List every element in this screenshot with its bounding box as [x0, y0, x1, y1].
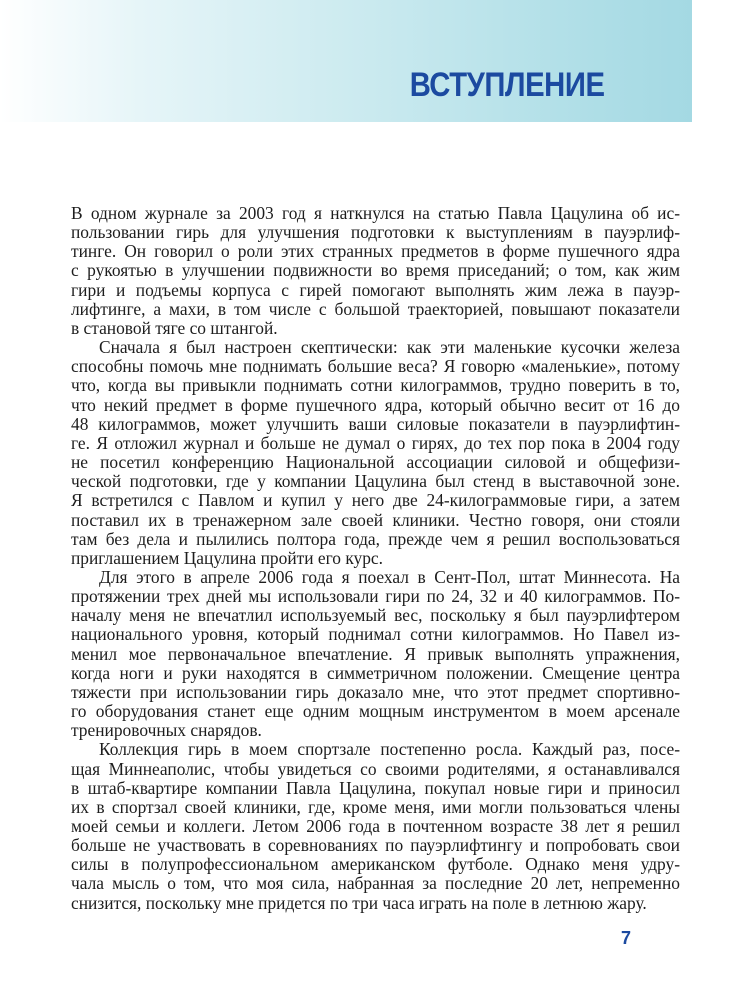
paragraph	[71, 338, 680, 568]
text-line: национального уровня, который поднимал сотни килограммов. Но Павел из-	[71, 624, 680, 645]
text-line: Я встретился с Павлом и купил у него две 24-килограммовые гири, а затем	[71, 490, 680, 511]
text-line: когда ноги и руки находятся в симметричном положении. Смещение центра	[71, 662, 680, 683]
text-line: их в спортзал своей клиники, где, кроме меня, ими могли пользоваться члены	[71, 796, 680, 817]
text-line: Сначала я был настроен скептически: как эти маленькие кусочки железа	[99, 337, 680, 358]
text-line: в становой тяге со штангой.	[71, 317, 278, 338]
text-line: тяжести при использовании гирь доказало мне, что этот предмет спортивно-	[71, 681, 680, 702]
text-line: ге. Я отложил журнал и больше не думал о гирях, до тех пор пока в 2004 году	[71, 432, 680, 453]
text-line: чала мысль о том, что моя сила, набранная за последние 20 лет, непременно	[71, 873, 680, 894]
text-line: больше не участвовать в соревнованиях по пауэрлифтингу и попробовать свои	[71, 835, 680, 856]
text-line: там без дела и пылились полтора года, прежде чем я решил воспользоваться	[71, 528, 680, 549]
text-line: пользовании гирь для улучшения подготовки к выступлениям в пауэрлиф-	[71, 222, 680, 243]
text-line: поставил их в тренажерном зале своей клиники. Честно говоря, они стояли	[71, 509, 680, 530]
text-line: не посетил конференцию Национальной ассоциации силовой и общефизи-	[71, 452, 680, 473]
paragraph	[71, 568, 680, 740]
chapter-title: ВСТУПЛЕНИЕ	[410, 66, 605, 104]
text-line: Для этого в апреле 2006 года я поехал в Сент-Пол, штат Миннесота. На	[99, 566, 680, 587]
text-line: лифтинге, а махи, в том числе с большой траекторией, повышают показатели	[71, 298, 680, 319]
text-line: го оборудования станет еще одним мощным инструментом в моем арсенале	[71, 701, 680, 722]
text-line: В одном журнале за 2003 год я наткнулся на статью Павла Цацулина об ис-	[71, 203, 680, 223]
paragraph	[71, 204, 680, 338]
text-line: тренировочных снарядов.	[71, 720, 262, 741]
text-line: способны помочь мне поднимать большие веса? Я говорю «маленькие», потому	[71, 356, 680, 377]
text-line: ческой подготовки, где у компании Цацулина был стенд в выставочной зоне.	[71, 471, 680, 492]
text-line: что, когда вы привыкли поднимать сотни килограммов, трудно поверить в то,	[71, 375, 680, 396]
text-line: что некий предмет в форме пушечного ядра, который обычно весит от 16 до	[71, 394, 680, 415]
text-line: тинге. Он говорил о роли этих странных предметов в форме пушечного ядра	[71, 241, 680, 262]
text-line: снизится, поскольку мне придется по три часа играть на поле в летнюю жару.	[71, 892, 647, 913]
text-line: гири и подъемы корпуса с гирей помогают выполнять жим лежа в пауэр-	[71, 279, 680, 300]
text-line: в штаб-квартире компании Павла Цацулина, покупал новые гири и приносил	[71, 777, 680, 798]
text-line: началу меня не впечатлил используемый вес, поскольку я был пауэрлифтером	[71, 605, 680, 626]
text-line: менил мое первоначальное впечатление. Я привык выполнять упражнения,	[71, 643, 680, 664]
text-line: моей семьи и коллеги. Летом 2006 года в почтенном возрасте 38 лет я решил	[71, 816, 680, 836]
text-line: Коллекция гирь в моем спортзале постепенно росла. Каждый раз, посе-	[99, 739, 680, 760]
text-line: силы в полупрофессиональном американском футболе. Однако меня удру-	[71, 854, 680, 875]
text-line: щая Миннеаполис, чтобы увидеться со своими родителями, я останавливался	[71, 758, 680, 779]
text-line: приглашением Цацулина пройти его курс.	[71, 547, 384, 568]
text-line: 48 килограммов, может улучшить ваши силовые показатели в пауэрлифтин-	[71, 413, 680, 434]
page-number: 7	[621, 928, 632, 948]
text-line: с рукоятью в улучшении подвижности во время приседаний; о том, как жим	[71, 260, 680, 281]
text-line: протяжении трех дней мы использовали гири по 24, 32 и 40 килограммов. По-	[71, 586, 680, 607]
body-text	[71, 204, 680, 913]
paragraph	[71, 740, 680, 912]
